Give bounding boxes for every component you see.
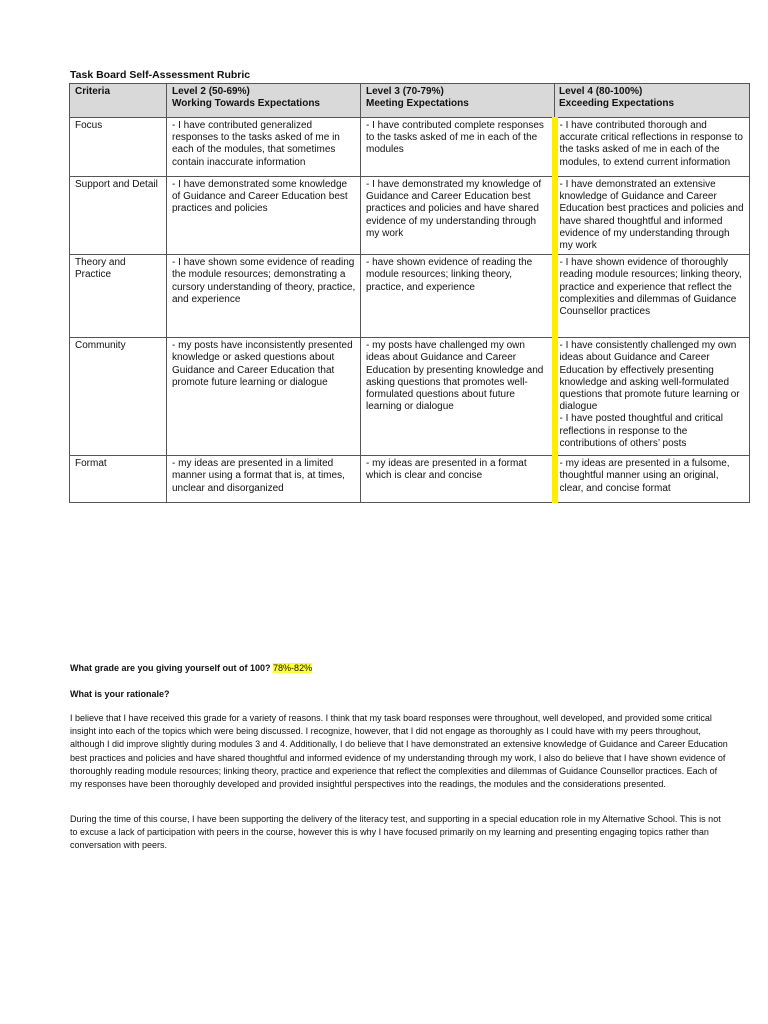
rationale-paragraph-2: During the time of this course, I have been supporting the delivery of the literacy test, and supporting in a special education role in my Alternative School. This is not to excuse a lack of participation with peers in the course, however this is why I have focused primarily on my learning and presenting engaging topics rather than conversation with peers. <box>70 814 721 851</box>
criteria-cell: Focus <box>70 118 167 177</box>
level4-cell: - my ideas are presented in a fulsome, thoughtful manner using an original, clear, and concise format <box>555 456 750 503</box>
grade-answer: 78%-82% <box>273 663 313 673</box>
table-header-row <box>70 84 750 118</box>
level2-cell: - my posts have inconsistently presented knowledge or asked questions about Guidance and Career Education that promote future learning or dialogue <box>167 338 361 456</box>
level2-cell: - I have demonstrated some knowledge of Guidance and Career Education best practices and policies <box>167 177 361 255</box>
level3-cell: - my posts have challenged my own ideas about Guidance and Career Education by presenting knowledge and asking questions that promotes well-formulated questions about future learning or dialogue <box>361 338 555 456</box>
rubric-title: Task Board Self-Assessment Rubric <box>70 69 251 81</box>
level3-cell: - I have demonstrated my knowledge of Guidance and Career Education best practices and policies and have shared evidence of my understanding through my work <box>361 177 555 255</box>
level3-cell: - my ideas are presented in a format which is clear and concise <box>361 456 555 503</box>
level2-cell: - I have shown some evidence of reading the module resources; demonstrating a cursory understanding of theory, practice, and experience <box>167 255 361 338</box>
level4-cell: - I have shown evidence of thoroughly reading module resources; linking theory, practice and experience that reflect the complexities and dilemmas of Guidance Counsellor practices <box>555 255 750 338</box>
criteria-cell: Format <box>70 456 167 503</box>
level2-cell: - I have contributed generalized responses to the tasks asked of me in each of the modules, that sometimes contain inaccurate information <box>167 118 361 177</box>
criteria-cell: Community <box>70 338 167 456</box>
criteria-cell: Support and Detail <box>70 177 167 255</box>
level4-cell: - I have contributed thorough and accurate critical reflections in response to the tasks asked of me in each of the modules, to extend current information <box>555 118 750 177</box>
rationale-paragraph-1: I believe that I have received this grade for a variety of reasons. I think that my task board responses were throughout, well developed, and provided some critical insight into each of the topics which were being discussed. I recognize, however, that I did not engage as thoroughly as I could have with my peers throughout, although I did improve slightly during modules 3 and 4. Additionally, I do believe that I have demonstrated an extensive knowledge of Guidance and Career Education best practices and policies and have shared thoughtful and informed evidence of my understanding through my work, I also do believe that I have shown evidence of thoroughly reading module resources; linking theory, practice and experience that reflect the complexities and dilemmas of Guidance Counsellor practices. Each of my responses have been thoroughly developed and provided insightful perspectives into the readings, the modules and the considerations presented. <box>70 713 728 790</box>
table-row <box>70 118 750 177</box>
criteria-cell: Theory and Practice <box>70 255 167 338</box>
header-level3: Level 3 (70-79%) Meeting Expectations <box>361 84 555 118</box>
level2-cell: - my ideas are presented in a limited manner using a format that is, at times, unclear and disorganized <box>167 456 361 503</box>
table-row <box>70 255 750 338</box>
level4-cell: - I have consistently challenged my own ideas about Guidance and Career Education by effectively presenting knowledge and asking well-formulated questions that promote future learning or dialogue - I have posted thoughtful and critical reflections in response to the contributions of others’ posts <box>555 338 750 456</box>
grade-question-line <box>70 662 730 675</box>
level3-cell: - I have contributed complete responses to the tasks asked of me in each of the modules <box>361 118 555 177</box>
header-level4: Level 4 (80-100%) Exceeding Expectations <box>555 84 750 118</box>
table-row <box>70 177 750 255</box>
level4-cell: - I have demonstrated an extensive knowledge of Guidance and Career Education best practices and policies and have shared thoughtful and informed evidence of my understanding through my work <box>555 177 750 255</box>
table-row <box>70 456 750 503</box>
rubric-table <box>69 83 750 503</box>
rationale-question: What is your rationale? <box>70 689 170 699</box>
header-criteria: Criteria <box>70 84 167 118</box>
table-row <box>70 338 750 456</box>
header-level2: Level 2 (50-69%) Working Towards Expectations <box>167 84 361 118</box>
grade-question: What grade are you giving yourself out of 100? <box>70 663 271 673</box>
level3-cell: - have shown evidence of reading the module resources; linking theory, practice, and experience <box>361 255 555 338</box>
